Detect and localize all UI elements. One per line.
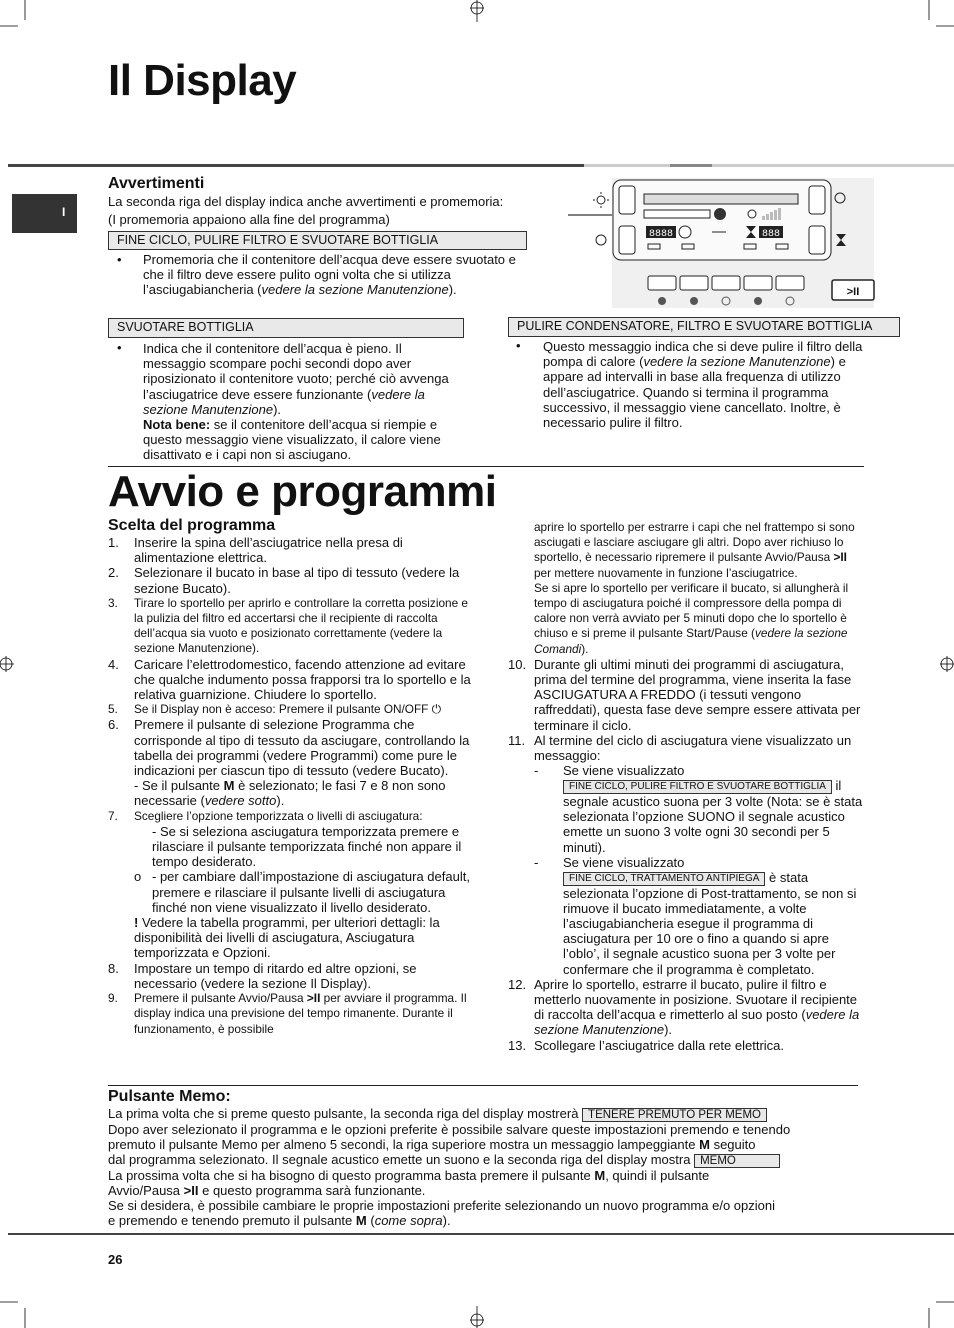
bottom-rule xyxy=(8,1233,954,1235)
step-number: 4. xyxy=(108,656,119,672)
message-box: SVUOTARE BOTTIGLIA xyxy=(108,318,464,338)
list-item xyxy=(108,596,478,657)
warning-msg1-text: Promemoria che il contenitore dell’acqua deve essere svuotato e che il filtro deve essere pulito ogni volta che si utilizza l’asciugabiancheria (vedere la sezione Manutenzione). xyxy=(143,252,516,298)
warning-icon: ! xyxy=(134,915,139,931)
step-text: Inserire la spina dell’asciugatrice nella presa di alimentazione elettrica. xyxy=(134,535,403,566)
step10-text: Durante gli ultimi minuti dei programmi di asciugatura, prima del termine del programma, viene inserita la fase ASCIUGATURA A FREDDO (i tessuti vengono raffreddati), questa fase deve sempre essere attivata per terminare il ciclo. xyxy=(534,656,861,733)
play-pause-icon: >II xyxy=(306,991,321,1006)
warning-msg3-body: Questo messaggio indica che si deve pulire il filtro della pompa di calore ( xyxy=(543,339,863,370)
step11-a2-text: il segnale acustico suona per 3 volte (Nota: se è stata selezionata l’opzione SUONO il segnale acustico emette un suono 3 volte ogni 30 secondi per 5 minuti). xyxy=(563,778,863,855)
warning-msg3-ref: vedere la sezione Manutenzione xyxy=(643,354,831,370)
memo-icon: M xyxy=(594,1167,606,1183)
steps-list-right xyxy=(508,520,863,1053)
step-text: Scegliere l’opzione temporizzata o livelli di asciugatura: xyxy=(134,808,423,823)
page-title: Il Display xyxy=(108,56,297,105)
top-rule-grey xyxy=(584,164,954,167)
memo-ref: come sopra xyxy=(374,1213,443,1229)
display-panel-illustration xyxy=(560,170,880,320)
warning-msg3-text xyxy=(543,339,883,430)
memo-line-3: premuto il pulsante Memo per almeno 5 secondi, la riga superiore mostra un messaggio lampeggiante xyxy=(108,1136,696,1152)
memo-line-8: e premendo e tenendo premuto il pulsante xyxy=(108,1213,353,1229)
memo-line-3b: seguito xyxy=(713,1136,756,1152)
memo-line-7: Se si desidera, è possibile cambiare le proprie impostazioni preferite selezionando un nuovo programma e/o opzioni xyxy=(108,1197,775,1213)
memo-line-6: Avvio/Pausa xyxy=(108,1182,181,1198)
step-text: Impostare un tempo di ritardo ed altre opzioni, se necessario (vedere la sezione Il Display). xyxy=(134,960,417,991)
memo-icon: M xyxy=(699,1136,710,1152)
steps-list-left xyxy=(108,535,478,1037)
step6-note-2: è selezionato; le fasi 7 e 8 non sono necessarie ( xyxy=(134,778,446,809)
note-label: Nota bene: xyxy=(143,417,211,433)
step7-option-b xyxy=(108,869,478,915)
bullet: • xyxy=(117,340,122,355)
list-item xyxy=(108,657,478,703)
display-digits-right: 888 xyxy=(761,229,781,240)
step7-warn-text: Vedere la tabella programmi, per ulteriori dettagli: la disponibilità dei livelli di asciugatura, Asciugatura temporizzata e Opzioni. xyxy=(134,915,440,961)
play-pause-icon: >II xyxy=(833,550,847,565)
warning-msg1-ref: vedere la sezione Manutenzione xyxy=(261,282,449,298)
memo-icon: M xyxy=(355,1213,367,1229)
step6-note: - Se il pulsante xyxy=(134,778,220,794)
step-number: 9. xyxy=(108,991,118,1006)
list-item xyxy=(108,809,478,824)
step-text: Se il Display non è acceso: Premere il pulsante ON/OFF xyxy=(134,702,429,717)
step11-text: Al termine del ciclo di asciugatura viene visualizzato un messaggio: xyxy=(534,732,852,764)
display-digits-left: 8888 xyxy=(648,229,674,240)
step9-cont-text: aprire lo sportello per estrarre i capi che nel frattempo si sono asciugati e lasciare asciugare gli altri. Dopo aver richiuso lo sportello, è necessario ripremere il pulsante Avvio/Pausa xyxy=(534,520,855,565)
message-box: FINE CICLO, TRATTAMENTO ANTIPIEGA xyxy=(563,872,765,886)
memo-line-2: Dopo aver selezionato il programma e le opzioni preferite è possibile salvare queste impostazioni premendo e tenendo xyxy=(108,1121,791,1137)
program-heading: Scelta del programma xyxy=(108,517,276,534)
step12-ref: vedere la sezione Manutenzione xyxy=(534,1007,860,1038)
step-text: Caricare l’elettrodomestico, facendo attenzione ad evitare che qualche indumento possa frapporsi tra lo sportello e la relativa guarnizione. Chiudere lo sportello. xyxy=(134,656,471,703)
memo-line-1: La prima volta che si preme questo pulsante, la seconda riga del display mostrerà xyxy=(108,1106,579,1121)
list-item xyxy=(108,702,478,717)
warning-msg3-body-2: ) e appare ad intervalli in base alla frequenza di utilizzo dell’asciugatrice. Quando si termina il programma successivo, il messaggio viene cancellato. Inoltre, è necessario pulire il filtro. xyxy=(543,354,846,431)
list-item xyxy=(108,565,478,595)
step-number: 2. xyxy=(108,565,119,581)
step7-b-text: - per cambiare dall’impostazione di asciugatura default, premere e rilasciare il pulsante livelli di asciugatura finché non viene visualizzato il livello desiderato. xyxy=(152,869,470,915)
divider xyxy=(108,1085,858,1086)
step7-or: o xyxy=(134,869,142,885)
message-box: FINE CICLO, PULIRE FILTRO E SVUOTARE BOTTIGLIA xyxy=(563,780,832,794)
top-rule xyxy=(8,164,584,167)
message-box: PULIRE CONDENSATORE, FILTRO E SVUOTARE BOTTIGLIA xyxy=(508,317,900,337)
list-item: 11. Al termine del ciclo di asciugatura viene visualizzato un messaggio: xyxy=(508,732,852,764)
step9-cont-text-3: Se si apre lo sportello per verificare il bucato, si allungherà il tempo di asciugatura poiché il compressore della pompa di calore non verrà avviato per 5 minuti dopo che lo sportello è chiuso e si preme il pulsante Start/Pause ( xyxy=(534,580,849,641)
list-item: 12. Aprire lo sportello, estrarre il bucato, pulire il filtro e metterlo nuovamente in posizione. Svuotare il recipiente di raccolta dell’acqua e rimetterlo al suo posto (vedere la sezione Manutenzione). xyxy=(508,976,860,1038)
step-text: Selezionare il bucato in base al tipo di tessuto (vedere la sezione Bucato). xyxy=(134,565,460,596)
memo-line-5: La prossima volta che si ha bisogno di questo programma basta premere il pulsante xyxy=(108,1167,591,1183)
memo-line-5b: , quindi il pulsante xyxy=(605,1167,710,1183)
step7-a-text: - Se si seleziona asciugatura temporizzata premere e rilasciare il pulsante temporizzata finché non appare il tempo desiderato. xyxy=(152,823,462,870)
step11-a-text: Se viene visualizzato xyxy=(563,763,685,779)
step9-continued: aprire lo sportello per estrarre i capi che nel frattempo si sono asciugati e lasciare asciugare gli altri. Dopo aver richiuso lo sportello, è necessario ripremere il pulsante Avvio/Pausa >II per mettere nuovamente in funzione l’asciugatrice. Se si apre lo sportello per verificare il bucato, si allungherà il tempo di asciugatura poiché il compressore della pompa di calore non verrà avviato per 5 minuti dopo che lo sportello è chiuso e si preme il pulsante Start/Pause (vedere la sezione Comandi). xyxy=(534,520,855,656)
step7-option-a xyxy=(108,824,478,870)
language-tab xyxy=(12,194,77,233)
memo-icon: M xyxy=(223,778,235,794)
list-item xyxy=(108,961,478,991)
step7-warning xyxy=(108,915,478,961)
step13-text: Scollegare l’asciugatrice dalla rete elettrica. xyxy=(534,1037,785,1053)
bullet: • xyxy=(117,252,122,267)
step-number: 1. xyxy=(108,535,119,550)
start-pause-button-label: >II xyxy=(846,286,860,298)
message-box: TENERE PREMUTO PER MEMO xyxy=(582,1108,767,1122)
step11-b-text: Se viene visualizzato xyxy=(563,854,685,870)
step-number: 7. xyxy=(108,808,118,823)
bullet: • xyxy=(516,338,521,353)
warning-msg2-note: se il contenitore dell’acqua si riempie e questo messaggio viene visualizzato, il calore viene disattivato e i capi non si asciugano. xyxy=(143,417,441,463)
warnings-intro-2: (I promemoria appaiono alla fine del programma) xyxy=(108,212,390,227)
warnings-intro: La seconda riga del display indica anche avvertimenti e promemoria: xyxy=(108,194,504,209)
message-box: MEMO xyxy=(694,1154,780,1168)
message-box: FINE CICLO, PULIRE FILTRO E SVUOTARE BOTTIGLIA xyxy=(108,231,527,250)
list-item: 10. Durante gli ultimi minuti dei programmi di asciugatura, prima del termine del programma, viene inserita la fase ASCIUGATURA A FREDDO (i tessuti vengono raffreddati), questa fase deve sempre essere attivata per terminare il ciclo. xyxy=(508,656,861,733)
list-item: 13. Scollegare l’asciugatrice dalla rete elettrica. xyxy=(508,1037,785,1053)
warning-msg1-body: Promemoria che il contenitore dell’acqua deve essere svuotato e che il filtro deve essere pulito ogni volta che si utilizza l’asciugabiancheria ( xyxy=(143,252,516,298)
section-title: Avvio e programmi xyxy=(108,467,497,516)
step9-cont-text-2: per mettere nuovamente in funzione l’asciugatrice. xyxy=(534,565,798,580)
memo-line-4: dal programma selezionato. Il segnale acustico emette un suono e la seconda riga del display mostra xyxy=(108,1151,691,1167)
step-text: Premere il pulsante di selezione Programma che corrisponde al tipo di tessuto da asciugare, controllando la tabella dei programmi (vedere Programmi) come pure le indicazioni per ciascun tipo di tessuto (vedere Bucato). xyxy=(134,717,470,779)
step-number: 6. xyxy=(108,717,119,733)
step-text: Tirare lo sportello per aprirlo e controllare la corretta posizione e la pulizia del filtro ed accertarsi che il recipiente di raccolta dell’acqua sia vuoto e posizionato correttamente (vedere la sezione Manutenzione). xyxy=(134,595,468,656)
step11-case-b: - Se viene visualizzato FINE CICLO, TRATTAMENTO ANTIPIEGA è stata selezionata l’opzione di Post-trattamento, se non si rimuove il bucato immediatamente, a volte l’asciugabiancheria esegue il programma di asciugatura per 10 ore o fino a quando si apre l’oblo’, il segnale acustico suona per 3 volte per confermare che il programma è completato. xyxy=(534,854,857,977)
memo-heading: Pulsante Memo: xyxy=(108,1088,231,1105)
warning-msg2-ref: vedere la sezione Manutenzione xyxy=(143,386,425,417)
step-number: 5. xyxy=(108,702,118,717)
step6-ref: vedere sotto xyxy=(204,793,277,809)
top-rule-accent xyxy=(670,164,712,167)
power-icon: ⏻ xyxy=(431,702,442,717)
step9-rest: per avviare il programma. Il display indica una previsione del tempo rimanente. Durante il funzionamento, è possibile xyxy=(134,991,467,1036)
warning-msg2-text: Indica che il contenitore dell’acqua è pieno. Il messaggio scompare pochi secondi dopo aver riposizionato il contenitore vuoto; perché ciò avvenga l’asciugatrice deve essere funzionante (vedere la sezione Manutenzione). Nota bene: se il contenitore dell’acqua si riempie e questo messaggio viene visualizzato, il calore viene disattivato e i capi non si asciugano. xyxy=(143,341,449,463)
step11-case-a: - Se viene visualizzato FINE CICLO, PULIRE FILTRO E SVUOTARE BOTTIGLIA il segnale acustico suona per 3 volte (Nota: se è stata selezionata l’opzione SUONO il segnale acustico emette un suono 3 volte ogni 30 secondi per 5 minuti). xyxy=(534,763,863,855)
list-item: 6. Premere il pulsante di selezione Programma che corrisponde al tipo di tessuto da asciugare, controllando la tabella dei programmi (vedere Programmi) come pure le indicazioni per ciascun tipo di tessuto (vedere Bucato). - Se il pulsante M è selezionato; le fasi 7 e 8 non sono necessarie (vedere sotto). xyxy=(108,717,470,809)
memo-line-6b: e questo programma sarà funzionante. xyxy=(202,1182,426,1198)
list-item xyxy=(108,535,478,565)
language-tab-label: I xyxy=(62,205,66,219)
warning-msg2-body: Indica che il contenitore dell’acqua è pieno. Il messaggio scompare pochi secondi dopo aver riposizionato il contenitore vuoto; perché ciò avvenga l’asciugatrice deve essere funzionante ( xyxy=(143,341,449,402)
step-text: Premere il pulsante Avvio/Pausa xyxy=(134,991,304,1006)
step9-ref: vedere la sezione Comandi xyxy=(534,626,848,656)
list-item xyxy=(108,991,478,1037)
memo-text: La prima volta che si preme questo pulsante, la seconda riga del display mostrerà TENERE PREMUTO PER MEMO Dopo aver selezionato il programma e le opzioni preferite è possibile salvare queste impostazioni premendo e tenendo premuto il pulsante Memo per almeno 5 secondi, la riga superiore mostra un messaggio lampeggiante M seguito dal programma selezionato. Il segnale acustico emette un suono e la seconda riga del display mostra MEMO La prossima volta che si ha bisogno di questo programma basta premere il pulsante M, quindi il pulsante Avvio/Pausa >II e questo programma sarà funzionante. Se si desidera, è possibile cambiare le proprie impostazioni preferite selezionando un nuovo programma e/o opzioni e premendo e tenendo premuto il pulsante M (come sopra). xyxy=(108,1106,791,1229)
page-number: 26 xyxy=(108,1252,123,1267)
play-pause-icon: >II xyxy=(183,1182,199,1198)
warnings-heading: Avvertimenti xyxy=(108,175,205,192)
step11-b2-text: è stata selezionata l’opzione di Post-trattamento, se non si rimuove il bucato immediatamente, a volte l’asciugabiancheria esegue il programma di asciugatura per 10 ore o fino a quando si apre l’oblo’, il segnale acustico suona per 3 volte per confermare che il programma è completato. xyxy=(563,870,857,977)
step-number: 8. xyxy=(108,960,119,976)
step-number: 3. xyxy=(108,595,118,610)
step12-text: Aprire lo sportello, estrarre il bucato, pulire il filtro e metterlo nuovamente in posizione. Svuotare il recipiente di raccolta dell’acqua e rimetterlo al suo posto ( xyxy=(534,976,858,1023)
